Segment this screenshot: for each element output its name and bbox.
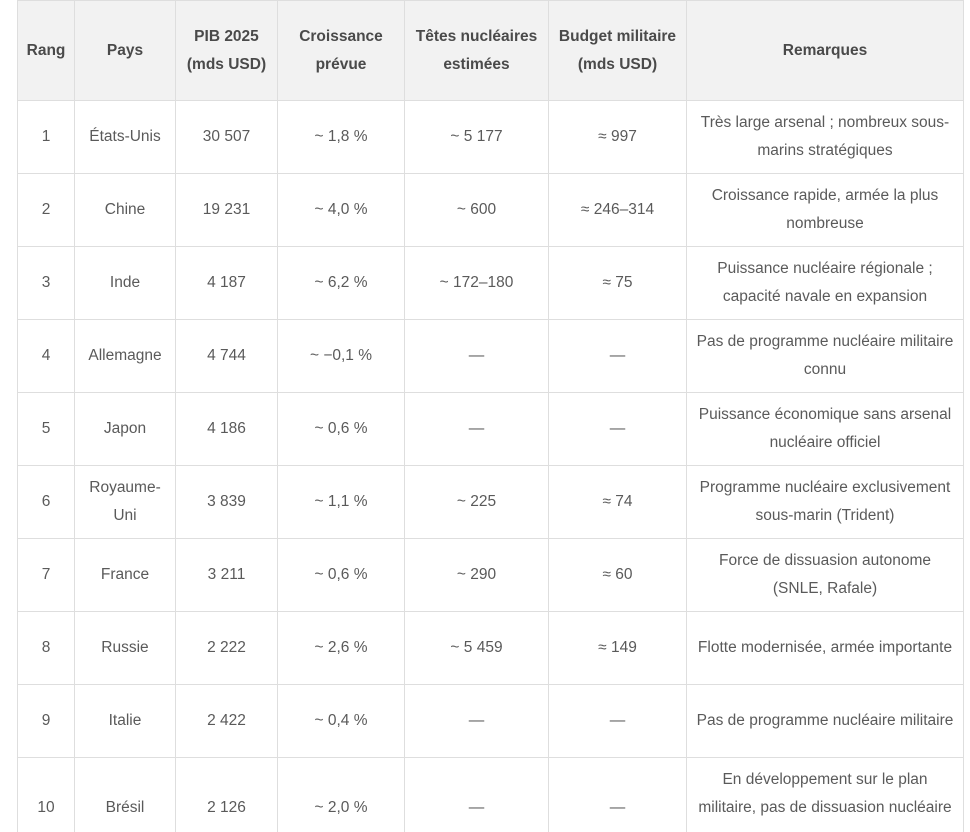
cell-country: Chine	[75, 174, 176, 247]
cell-military-budget: —	[549, 758, 687, 832]
table-header	[18, 1, 964, 101]
cell-military-budget: ≈ 74	[549, 466, 687, 539]
table-row	[18, 758, 964, 832]
header-nuclear-warheads: Têtes nucléaires estimées	[405, 1, 549, 101]
cell-nuclear-warheads: —	[405, 393, 549, 466]
cell-rank: 6	[18, 466, 75, 539]
cell-rank: 5	[18, 393, 75, 466]
cell-country: Italie	[75, 685, 176, 758]
cell-country: Royaume-Uni	[75, 466, 176, 539]
cell-rank: 8	[18, 612, 75, 685]
cell-growth: ~ 4,0 %	[278, 174, 405, 247]
header-country: Pays	[75, 1, 176, 101]
cell-remarks: Pas de programme nucléaire militaire	[687, 685, 964, 758]
cell-nuclear-warheads: —	[405, 320, 549, 393]
cell-nuclear-warheads: —	[405, 685, 549, 758]
cell-gdp: 3 211	[176, 539, 278, 612]
cell-country: Allemagne	[75, 320, 176, 393]
cell-rank: 3	[18, 247, 75, 320]
cell-remarks: Flotte modernisée, armée importante	[687, 612, 964, 685]
cell-remarks: En développement sur le plan militaire, pas de dissuasion nucléaire	[687, 758, 964, 832]
cell-rank: 9	[18, 685, 75, 758]
cell-military-budget: —	[549, 685, 687, 758]
table-row	[18, 101, 964, 174]
header-remarks: Remarques	[687, 1, 964, 101]
cell-growth: ~ 0,4 %	[278, 685, 405, 758]
cell-nuclear-warheads: ~ 225	[405, 466, 549, 539]
cell-gdp: 2 222	[176, 612, 278, 685]
cell-gdp: 4 187	[176, 247, 278, 320]
cell-rank: 1	[18, 101, 75, 174]
cell-rank: 2	[18, 174, 75, 247]
comparison-table-container	[17, 0, 963, 832]
cell-gdp: 30 507	[176, 101, 278, 174]
cell-remarks: Puissance économique sans arsenal nucléaire officiel	[687, 393, 964, 466]
cell-military-budget: ≈ 997	[549, 101, 687, 174]
cell-nuclear-warheads: ~ 600	[405, 174, 549, 247]
comparison-table	[17, 0, 964, 832]
cell-gdp: 3 839	[176, 466, 278, 539]
cell-gdp: 4 744	[176, 320, 278, 393]
cell-military-budget: ≈ 246–314	[549, 174, 687, 247]
cell-growth: ~ 2,6 %	[278, 612, 405, 685]
header-military-budget: Budget militaire (mds USD)	[549, 1, 687, 101]
cell-growth: ~ 6,2 %	[278, 247, 405, 320]
cell-growth: ~ 1,1 %	[278, 466, 405, 539]
cell-country: France	[75, 539, 176, 612]
cell-military-budget: ≈ 149	[549, 612, 687, 685]
cell-remarks: Très large arsenal ; nombreux sous-marins stratégiques	[687, 101, 964, 174]
cell-remarks: Programme nucléaire exclusivement sous-marin (Trident)	[687, 466, 964, 539]
cell-growth: ~ 0,6 %	[278, 539, 405, 612]
cell-growth: ~ 0,6 %	[278, 393, 405, 466]
table-row	[18, 539, 964, 612]
cell-remarks: Pas de programme nucléaire militaire connu	[687, 320, 964, 393]
cell-country: Brésil	[75, 758, 176, 832]
table-row	[18, 320, 964, 393]
cell-remarks: Force de dissuasion autonome (SNLE, Rafale)	[687, 539, 964, 612]
cell-rank: 10	[18, 758, 75, 832]
cell-military-budget: —	[549, 393, 687, 466]
cell-remarks: Puissance nucléaire régionale ; capacité navale en expansion	[687, 247, 964, 320]
cell-country: Japon	[75, 393, 176, 466]
cell-country: Russie	[75, 612, 176, 685]
cell-growth: ~ 1,8 %	[278, 101, 405, 174]
table-row	[18, 174, 964, 247]
table-body	[18, 101, 964, 832]
cell-military-budget: —	[549, 320, 687, 393]
cell-military-budget: ≈ 60	[549, 539, 687, 612]
cell-gdp: 2 422	[176, 685, 278, 758]
cell-nuclear-warheads: ~ 5 459	[405, 612, 549, 685]
cell-nuclear-warheads: ~ 290	[405, 539, 549, 612]
table-row	[18, 393, 964, 466]
cell-growth: ~ 2,0 %	[278, 758, 405, 832]
cell-growth: ~ −0,1 %	[278, 320, 405, 393]
table-row	[18, 466, 964, 539]
cell-rank: 7	[18, 539, 75, 612]
table-row	[18, 612, 964, 685]
cell-rank: 4	[18, 320, 75, 393]
table-row	[18, 685, 964, 758]
cell-gdp: 2 126	[176, 758, 278, 832]
cell-gdp: 19 231	[176, 174, 278, 247]
cell-military-budget: ≈ 75	[549, 247, 687, 320]
cell-nuclear-warheads: —	[405, 758, 549, 832]
cell-country: Inde	[75, 247, 176, 320]
header-row	[18, 1, 964, 101]
header-gdp: PIB 2025 (mds USD)	[176, 1, 278, 101]
cell-country: États-Unis	[75, 101, 176, 174]
header-growth: Croissance prévue	[278, 1, 405, 101]
cell-nuclear-warheads: ~ 5 177	[405, 101, 549, 174]
cell-gdp: 4 186	[176, 393, 278, 466]
header-rank: Rang	[18, 1, 75, 101]
cell-nuclear-warheads: ~ 172–180	[405, 247, 549, 320]
table-row	[18, 247, 964, 320]
cell-remarks: Croissance rapide, armée la plus nombreuse	[687, 174, 964, 247]
